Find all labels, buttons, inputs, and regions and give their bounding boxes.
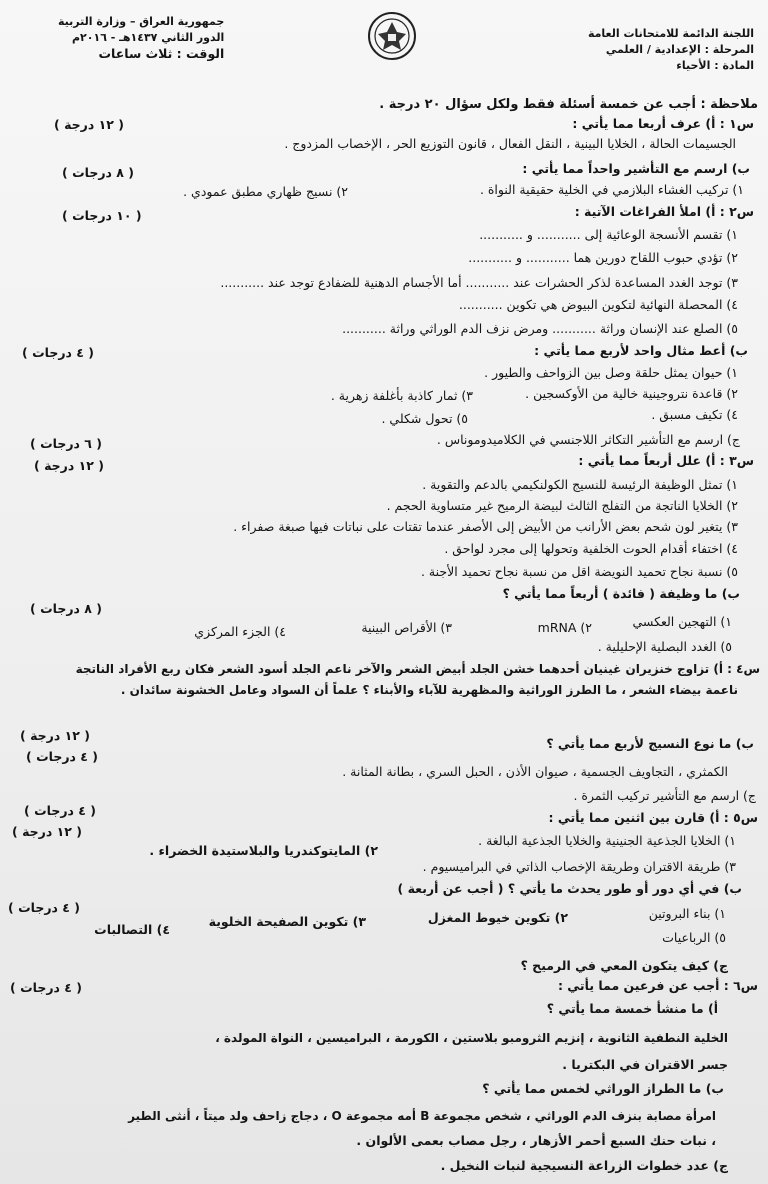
q3-a: س٣ : أ) علل أربعاً مما يأتي : [578,453,754,468]
ministry-seal-icon [366,10,418,62]
q4-b-items: الكمثري ، التجاويف الجسمية ، صيوان الأذن ، الحبل السري ، بطانة المثانة . [342,764,728,779]
q4-c: ج) ارسم مع التأشير تركيب الثمرة . [573,788,756,803]
committee-name: اللجنة الدائمة للامتحانات العامة [587,27,754,40]
q2-a-3: ٣) توجد الغدد المساعدة لذكر الحشرات عند ........... أما الأجسام الدهنية للضفادع توجد عند ........... [220,275,738,290]
q2-a-2: ٢) تؤدي حبوب اللقاح دورين هما ........... و ........... [468,250,738,265]
q5-b-marks: ( ٤ درجات ) [8,900,81,915]
q2-a: س٢ : أ) املأ الفراغات الآتية : [574,204,754,219]
q5-a: س٥ : أ) قارن بين اثنين مما يأتي : [548,810,758,825]
q3-b-marks: ( ٨ درجات ) [30,601,103,616]
q5-b-2: ٢) تكوين خيوط المغزل [427,910,568,925]
country-ministry: جمهورية العراق – وزارة التربية [58,15,225,28]
q1-a-marks: ( ١٢ درجة ) [54,117,124,132]
q6-a-items1: الخلية النطفية الثانوية ، إنزيم الثرومبو بلاستين ، الكورمة ، البراميسين ، النواة المولدة ، [215,1031,728,1045]
q2-b-5: ٥) تحول شكلي . [381,411,468,426]
q5-a-3: ٣) طريقة الاقتران وطريقة الإخصاب الذاتي في البراميسيوم . [422,859,736,874]
q5-b-3: ٣) تكوين الصفيحة الخلوية [208,914,366,929]
q2-c-marks: ( ٦ درجات ) [30,436,103,451]
q6-marks: ( ٤ درجات ) [10,980,83,995]
q2-b-marks: ( ٤ درجات ) [22,345,95,360]
subject-label: المادة : الأحياء [676,59,754,72]
header-right [588,26,754,74]
q5-b-4: ٤) التصالبات [94,922,170,937]
q6-a: أ) ما منشأ خمسة مما يأتي ؟ [546,1001,718,1016]
exam-round: الدور الثاني ١٤٣٧هـ - ٢٠١٦م [71,31,225,44]
q1-b-marks: ( ٨ درجات ) [62,165,135,180]
q4-a-line1: س٤ : أ) تزاوج خنزيران غينيان أحدهما خشن الجلد أبيض الشعر والآخر ناعم الجلد أسود الشعر فكان ربع الأفراد الناتجة [75,662,760,676]
q5-a-1: ١) الخلايا الجذعية الجنينية والخلايا الجذعية البالغة . [478,833,736,848]
q1-b-2: ٢) نسيج ظهاري مطبق عمودي . [183,184,348,199]
q6-c: ج) عدد خطوات الزراعة النسيجية لنبات النخيل . [440,1158,728,1173]
q1-b: ب) ارسم مع التأشير واحداً مما يأتي : [522,161,750,176]
q4-b: ب) ما نوع النسيج لأربع مما يأتي ؟ [546,736,754,751]
q3-b-5: ٥) الغدد البصلية الإحليلية . [597,639,732,654]
q4-b-marks: ( ١٢ درجة ) [20,728,90,743]
q3-a-1: ١) تمثل الوظيفة الرئيسة للنسيج الكولنكيمي بالدعم والتقوية . [422,477,738,492]
exam-time: الوقت : ثلاث ساعات [98,46,225,61]
q1-a-items: الجسيمات الحالة ، الخلايا البينية ، النقل الفعال ، قانون التوزيع الحر ، الإخصاب المزدوج . [284,136,736,151]
q6-b-items2: ، نبات حنك السبع أحمر الأزهار ، رجل مصاب بعمى الألوان . [356,1133,716,1148]
q2-a-4: ٤) المحصلة النهائية لتكوين البيوض هي تكوين ........... [458,297,738,312]
q2-a-5: ٥) الصلع عند الإنسان وراثة ........... ومرض نزف الدم الوراثي وراثة ........... [342,321,738,336]
q3-b: ب) ما وظيفة ( فائدة ) أربعاً مما يأتي ؟ [502,586,740,601]
q6-b: ب) ما الطراز الوراثي لخمس مما يأتي ؟ [482,1081,724,1096]
q2-b-2: ٢) قاعدة نتروجينية خالية من الأوكسجين . [525,386,738,401]
q2-c: ج) ارسم مع التأشير التكاثر اللاجنسي في الكلاميدوموناس . [436,432,740,447]
q2-b-4: ٤) تكيف مسبق . [651,407,738,422]
q2-b-3: ٣) ثمار كاذبة بأغلفة زهرية . [330,388,473,403]
q5-b: ب) في أي دور أو طور يحدث ما يأتي ؟ ( أجب عن أربعة ) [397,881,742,896]
q3-b-2: ٢) mRNA [537,620,592,635]
q5-b-5: ٥) الرباعيات [662,930,726,945]
q5-a2-marks: ( ١٢ درجة ) [12,824,82,839]
q6-a-items2: جسر الاقتران في البكتريا . [562,1057,728,1072]
q6-head: س٦ : أجب عن فرعين مما يأتي : [557,978,758,993]
q2-b-1: ١) حيوان يمثل حلقة وصل بين الزواحف والطيور . [484,365,738,380]
q3-a-5: ٥) نسبة نجاح تحميد النويضة اقل من نسبة نجاح تحميد الأجنة . [420,564,738,579]
q3-b-1: ١) التهجين العكسي [632,614,732,629]
q1-b-1: ١) تركيب الغشاء البلازمي في الخلية حقيقية النواة . [479,182,744,197]
q6-b-items1: امرأة مصابة بنزف الدم الوراثي ، شخص مجموعة B أمه مجموعة O ، دجاج زاحف ولد ميتاً ، أنثى الطير [128,1109,716,1123]
q3-b-3: ٣) الأقراص البينية [361,620,452,635]
stage-label: المرحلة : الإعدادية / العلمي [605,43,754,56]
q3-a-2: ٢) الخلايا الناتجة من التفلج الثالث لبيضة الرميح غير متساوية الحجم . [386,498,738,513]
q3-a-3: ٣) يتغير لون شحم بعض الأرانب من الأبيض إلى الأصفر عندما تقتات على نباتات فيها صبغة صفراء . [233,519,738,534]
header-left [58,14,224,62]
q3-a-4: ٤) اختفاء أقدام الحوت الخلفية وتحولها إلى مجرد لواحق . [444,541,738,556]
instruction-note: ملاحظة : أجب عن خمسة أسئلة فقط ولكل سؤال ٢٠ درجة . [379,97,758,112]
q3-b-4: ٤) الجزء المركزي [194,624,286,639]
q5-a-2: ٢) المايتوكندريا والبلاستيدة الخضراء . [149,843,378,858]
q1-a: س١ : أ) عرف أربعا مما يأتي : [572,116,754,131]
q2-a-1: ١) تقسم الأنسجة الوعائية إلى ........... و ........... [479,227,738,242]
q5-a1-marks: ( ٤ درجات ) [24,803,97,818]
q3-a-marks: ( ١٢ درجة ) [34,458,104,473]
q5-b-1: ١) بناء البروتين [648,906,726,921]
q2-a-marks: ( ١٠ درجات ) [62,208,142,223]
q4-c-marks: ( ٤ درجات ) [26,749,99,764]
q5-c: ج) كيف يتكون المعي في الرميح ؟ [520,958,728,973]
q2-b: ب) أعط مثال واحد لأربع مما يأتي : [534,343,748,358]
q4-a-line2: ناعمة بيضاء الشعر ، ما الطرز الوراثية والمظهرية للآباء والأبناء ؟ علماً أن السواد وعامل الخشونة سائدان . [120,683,738,697]
